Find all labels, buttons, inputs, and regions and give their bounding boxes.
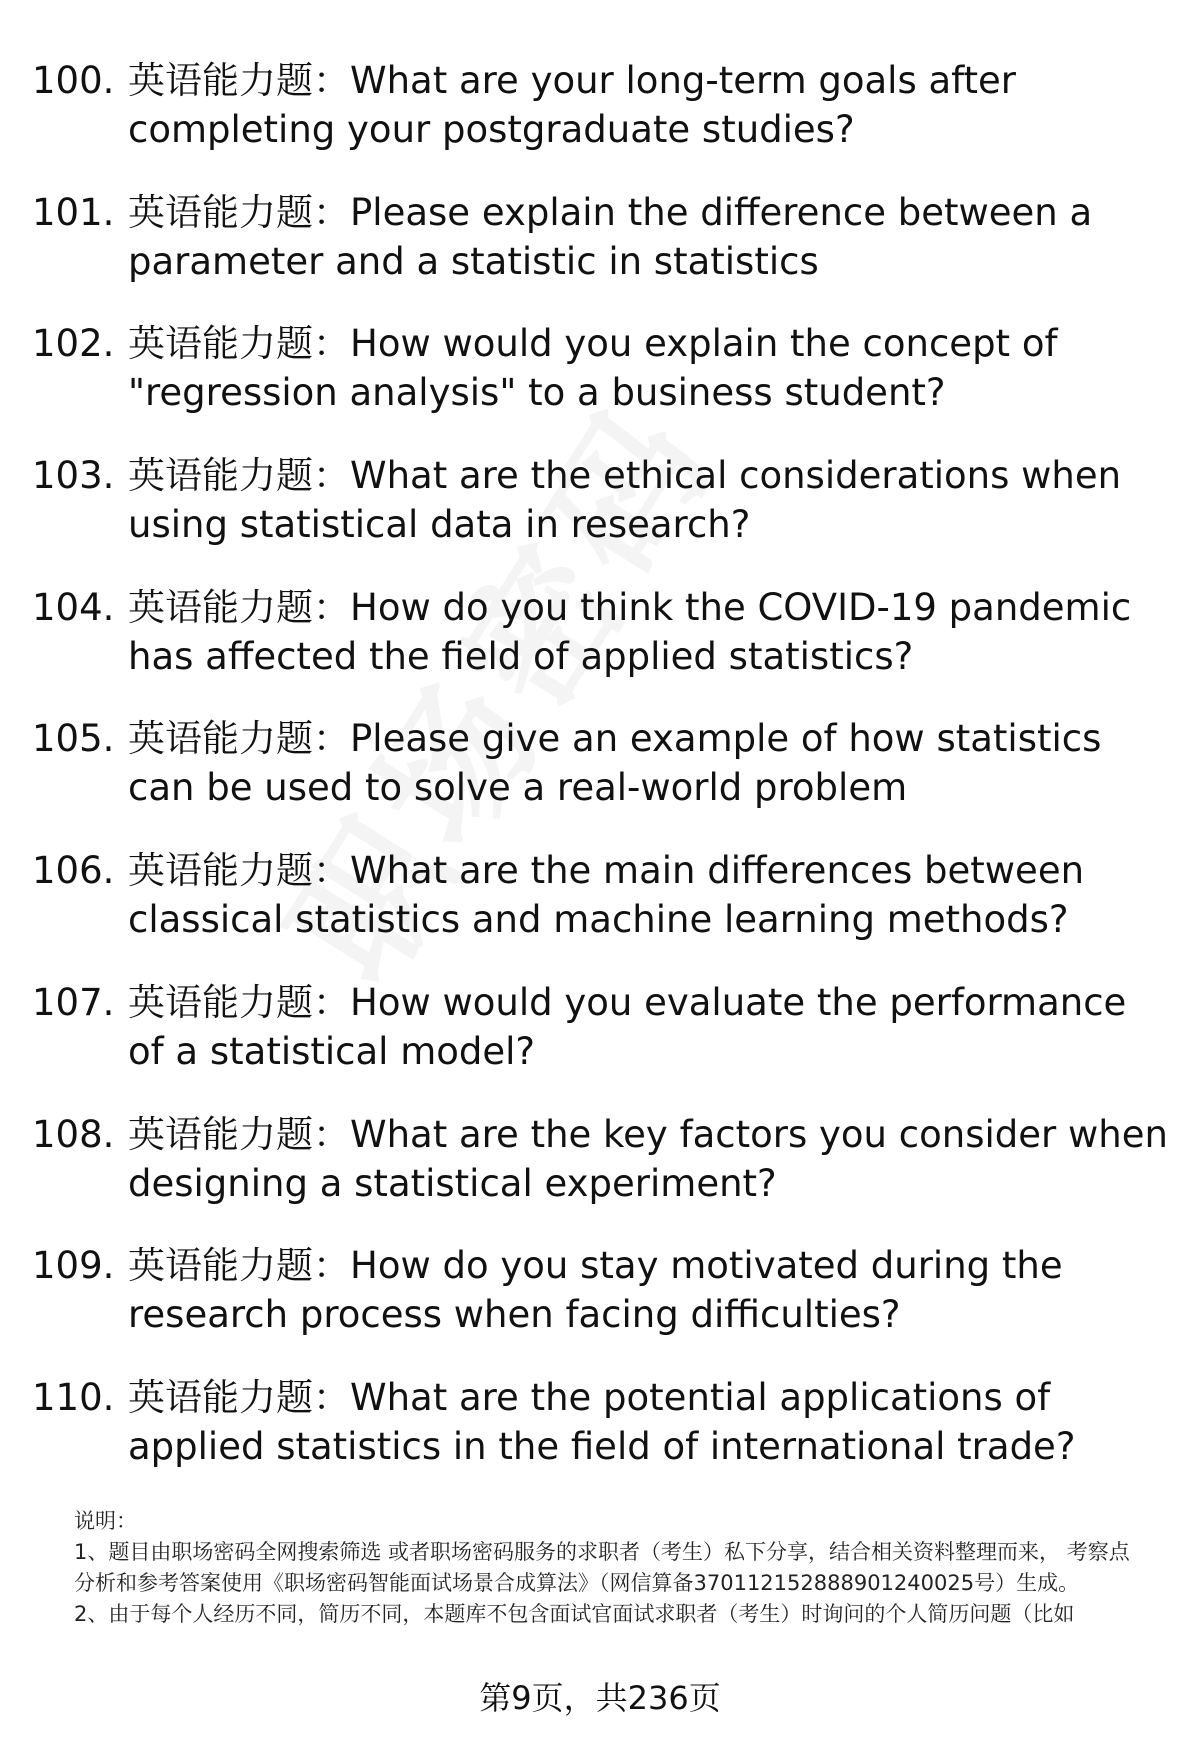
question-item bbox=[32, 1241, 1172, 1339]
notes-section bbox=[74, 1506, 1140, 1630]
question-tag: 英语能力题： bbox=[128, 454, 350, 498]
question-text: What are the key factors you consider when designing a statistical experiment? bbox=[128, 1112, 1168, 1205]
question-text: How would you evaluate the performance of a statistical model? bbox=[128, 980, 1127, 1073]
question-body bbox=[128, 319, 1172, 417]
question-list bbox=[32, 56, 1172, 1505]
question-tag: 英语能力题： bbox=[128, 585, 350, 629]
question-item bbox=[32, 583, 1172, 681]
question-tag: 英语能力题： bbox=[128, 1112, 350, 1156]
question-text: What are the potential applications of applied statistics in the field of international trade? bbox=[128, 1375, 1076, 1468]
question-tag: 英语能力题： bbox=[128, 190, 350, 234]
notes-heading: 说明： bbox=[74, 1509, 137, 1533]
question-body bbox=[128, 846, 1172, 944]
question-number: 103. bbox=[32, 454, 115, 498]
question-text: How do you stay motivated during the research process when facing difficulties? bbox=[128, 1244, 1063, 1337]
question-text: What are your long-term goals after completing your postgraduate studies? bbox=[128, 59, 1017, 151]
question-number: 106. bbox=[32, 849, 115, 893]
question-number: 109. bbox=[32, 1244, 115, 1288]
question-number: 107. bbox=[32, 980, 115, 1024]
question-tag: 英语能力题： bbox=[128, 322, 350, 366]
question-tag: 英语能力题： bbox=[128, 980, 350, 1024]
question-tag: 英语能力题： bbox=[128, 1375, 350, 1419]
question-number: 110. bbox=[32, 1375, 115, 1419]
question-tag: 英语能力题： bbox=[128, 59, 350, 102]
question-tag: 英语能力题： bbox=[128, 1244, 350, 1288]
notes-item: 2、由于每个人经历不同，简历不同，本题库不包含面试官面试求职者（考生）时询问的个人简历问题（比如 bbox=[74, 1602, 1075, 1626]
question-text: How would you explain the concept of "regression analysis" to a business student? bbox=[128, 322, 1058, 415]
question-number: 108. bbox=[32, 1112, 115, 1156]
question-text: What are the ethical considerations when using statistical data in research? bbox=[128, 454, 1122, 547]
question-body bbox=[128, 188, 1172, 286]
notes-item: 1、题目由职场密码全网搜索筛选 或者职场密码服务的求职者（考生）私下分享，结合相关资料整理而来， 考察点分析和参考答案使用《职场密码智能面试场景合成算法》（网信算备370112152888901240025号）生成。 bbox=[74, 1540, 1130, 1595]
question-item bbox=[32, 56, 1172, 154]
question-item bbox=[32, 978, 1172, 1076]
question-body bbox=[128, 56, 1172, 154]
question-number: 100. bbox=[32, 59, 115, 102]
question-text: Please give an example of how statistics can be used to solve a real-world problem bbox=[128, 717, 1102, 810]
page-number: 第9页，共236页 bbox=[479, 1679, 721, 1717]
question-item bbox=[32, 188, 1172, 286]
question-item bbox=[32, 1373, 1172, 1471]
question-number: 104. bbox=[32, 585, 115, 629]
question-body bbox=[128, 714, 1172, 812]
question-body bbox=[128, 1110, 1172, 1208]
question-body bbox=[128, 978, 1172, 1076]
question-item bbox=[32, 714, 1172, 812]
question-text: What are the main differences between classical statistics and machine learning methods? bbox=[128, 849, 1085, 942]
question-number: 102. bbox=[32, 322, 115, 366]
question-body bbox=[128, 451, 1172, 549]
question-item bbox=[32, 319, 1172, 417]
question-item bbox=[32, 451, 1172, 549]
question-number: 101. bbox=[32, 190, 115, 234]
question-number: 105. bbox=[32, 717, 115, 761]
question-item bbox=[32, 846, 1172, 944]
question-text: Please explain the difference between a parameter and a statistic in statistics bbox=[128, 190, 1093, 283]
question-tag: 英语能力题： bbox=[128, 849, 350, 893]
question-body bbox=[128, 583, 1172, 681]
question-body bbox=[128, 1241, 1172, 1339]
question-tag: 英语能力题： bbox=[128, 717, 350, 761]
question-item bbox=[32, 1110, 1172, 1208]
question-body bbox=[128, 1373, 1172, 1471]
question-text: How do you think the COVID-19 pandemic has affected the field of applied statistics? bbox=[128, 585, 1132, 678]
